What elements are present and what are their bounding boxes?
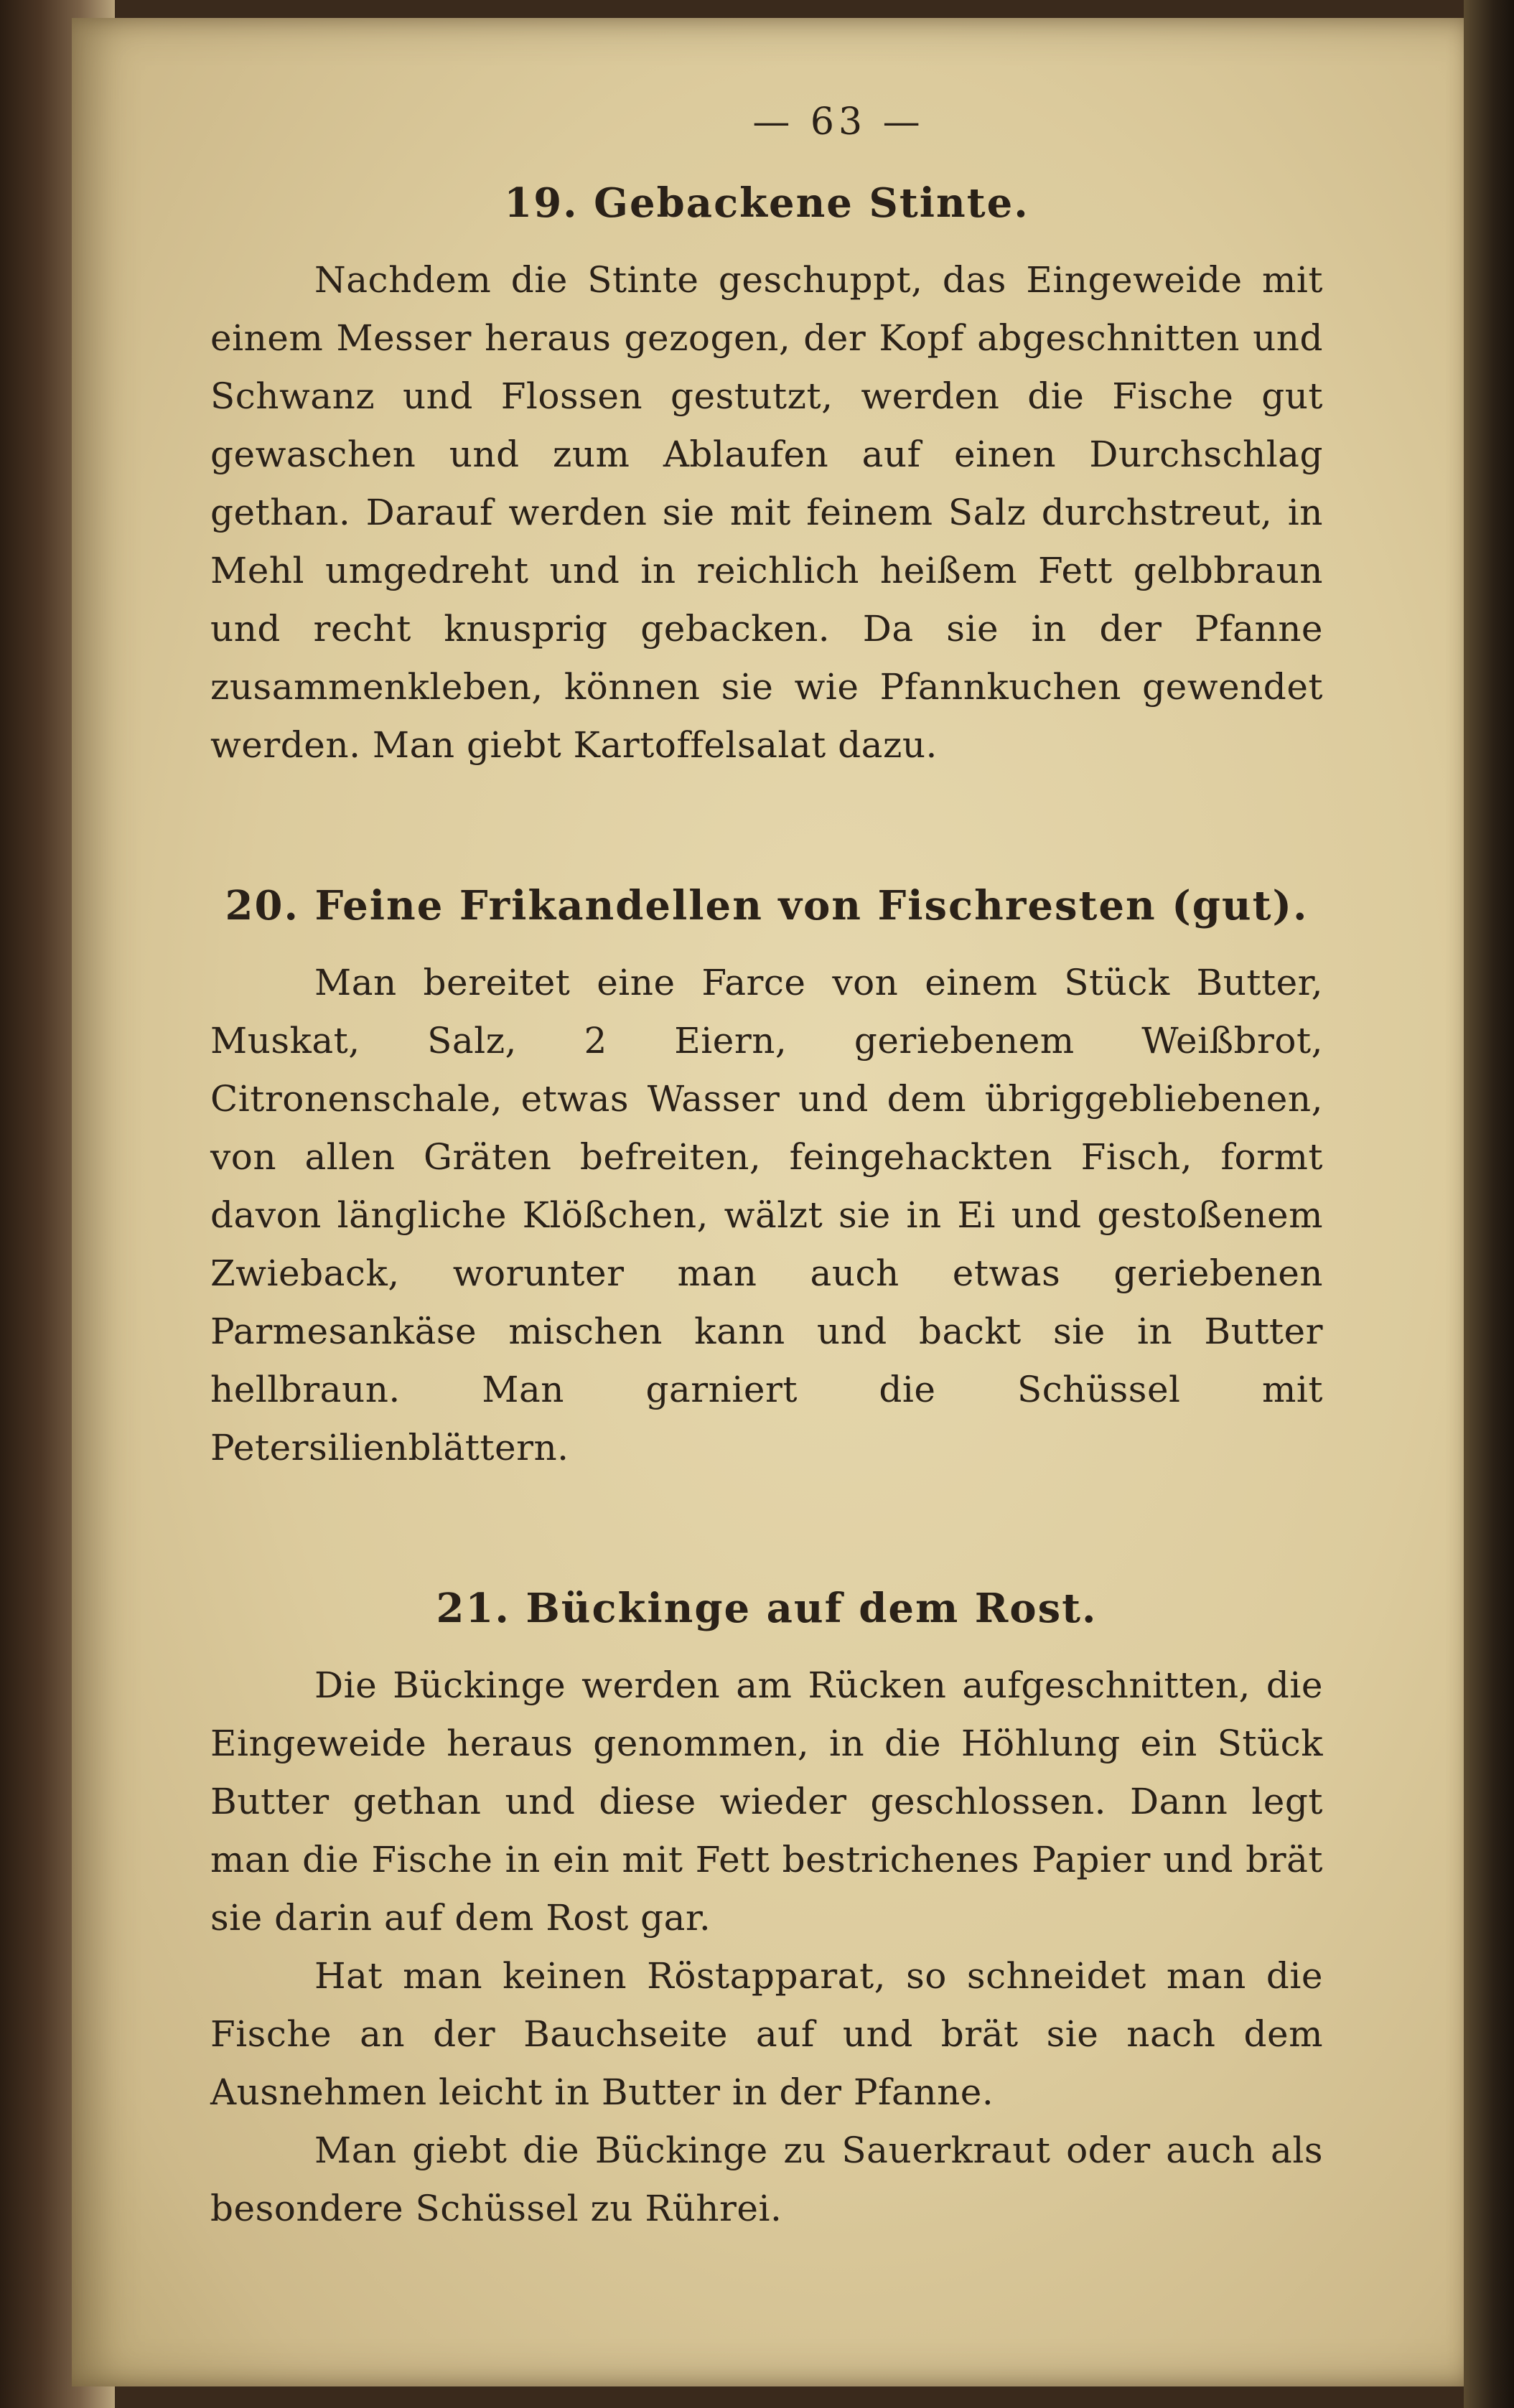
recipe-heading: 20. Feine Frikandellen von Fischresten (gut). [225,882,1309,929]
page-content [210,100,1323,2238]
recipe-heading: 21. Bückinge auf dem Rost. [436,1585,1098,1632]
recipe-paragraph: Nachdem die Stinte geschuppt, das Eingeweide mit einem Messer heraus gezogen, der Kopf abgeschnitten und Schwanz und Flossen gestutzt, werden die Fische gut gewaschen und zum Ablaufen auf einen Durchschlag gethan. Darauf werden sie mit feinem Salz durchstreut, in Mehl umgedreht und in reichlich heißem Fett gelbbraun und recht knusprig gebacken. Da sie in der Pfanne zusammenkleben, können sie wie Pfannkuchen gewendet werden. Man giebt Kartoffelsalat dazu. [210,259,1323,766]
page-number: — 63 — [752,100,925,144]
recipe-section-20 [210,882,1323,1477]
recipe-section-19 [210,179,1323,774]
recipe-paragraph: Man bereitet eine Farce von einem Stück Butter, Muskat, Salz, 2 Eiern, geriebenem Weißbrot, Citronenschale, etwas Wasser und dem übriggebliebenen, von allen Gräten befreiten, feingehackten Fisch, formt davon längliche Klößchen, wälzt sie in Ei und gestoßenem Zwieback, worunter man auch etwas geriebenen Parmesankäse mischen kann und backt sie in Butter hellbraun. Man garniert die Schüssel mit Petersilienblättern. [210,962,1323,1468]
recipe-paragraph: Die Bückinge werden am Rücken aufgeschnitten, die Eingeweide heraus genommen, in die Höhlung ein Stück Butter gethan und diese wieder geschlossen. Dann legt man die Fische in ein mit Fett bestrichenes Papier und brät sie darin auf dem Rost gar. [210,1664,1323,1939]
page-edge [1464,0,1514,2408]
recipe-paragraph: Man giebt die Bückinge zu Sauerkraut oder auch als besondere Schüssel zu Rührei. [210,2130,1323,2229]
recipe-paragraph: Hat man keinen Röstapparat, so schneidet man die Fische an der Bauchseite auf und brät sie nach dem Ausnehmen leicht in Butter in der Pfanne. [210,1955,1323,2113]
recipe-section-21 [210,1585,1323,2238]
recipe-heading: 19. Gebackene Stinte. [504,179,1029,227]
